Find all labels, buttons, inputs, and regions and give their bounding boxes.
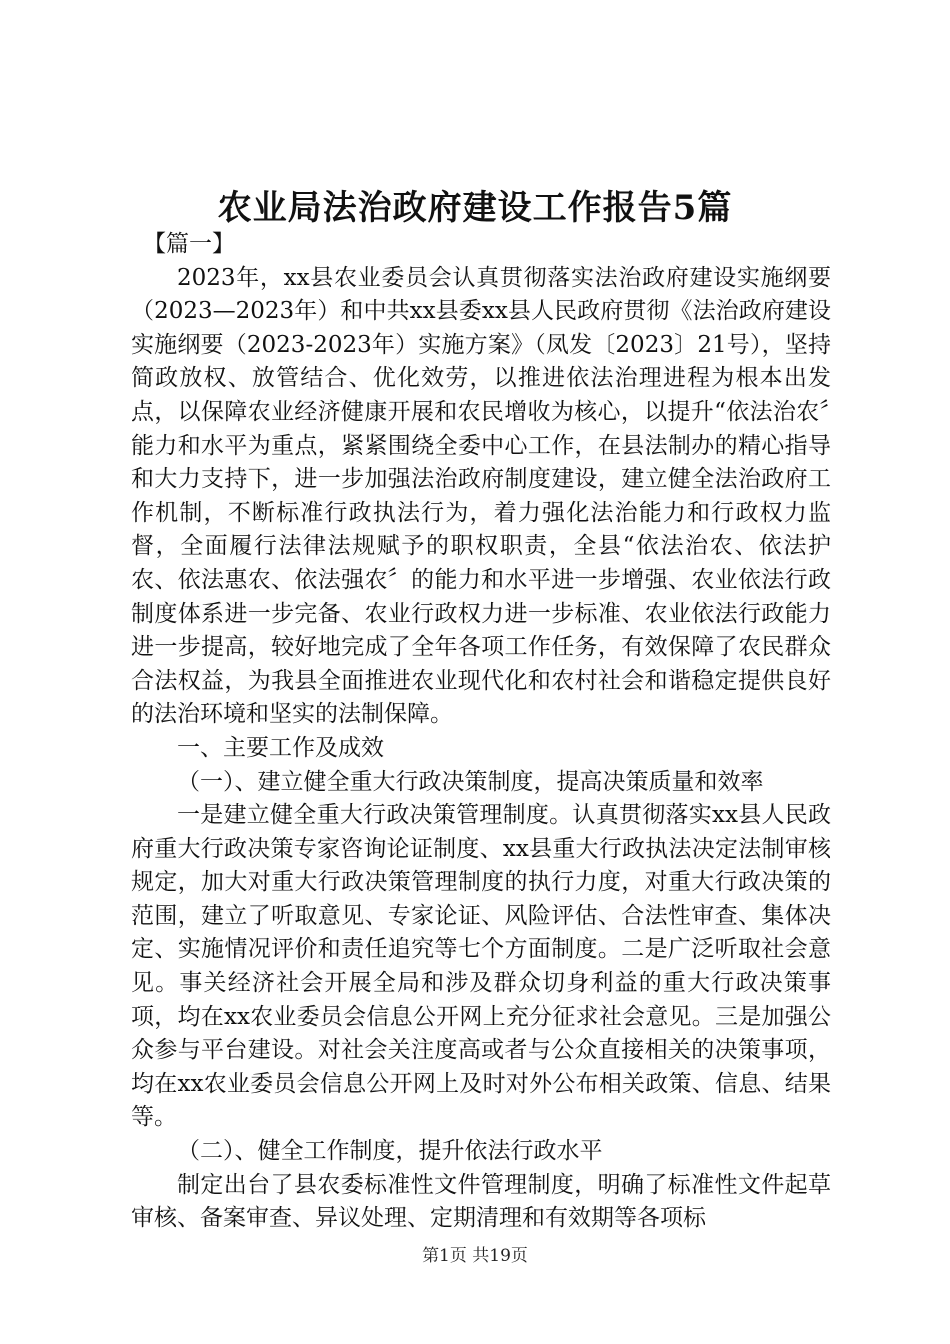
subsection-heading: （二）、健全工作制度，提升依法行政水平 xyxy=(177,1138,603,1165)
page-footer: 第1页 共19页 xyxy=(422,1246,528,1266)
section-label: 【篇一】 xyxy=(143,231,235,257)
body-paragraph: 一是建立健全重大行政决策管理制度。认真贯彻落实xx县人民政府重大行政决策专家咨询论证制度、xx县重大行政执法决定法制审核规定，加大对重大行政决策管理制度的执行力度，对重大行政决策的范围，建立了听取意见、专家论证、风险评估、合法性审查、集体决定、实施情况评价和责任追究等七个方面制度。二是广泛听取社会意见。事关经济社会开展全局和涉及群众切身利益的重大行政决策事项，均在xx农业委员会信息公开网上充分征求社会意见。三是加强公众参与平台建设。对社会关注度高或者与公众直接相关的决策事项，均在xx农业委员会信息公开网上及时对外公布相关政策、信息、结果等。 xyxy=(131,802,831,1131)
document-body xyxy=(131,228,831,1236)
section-heading: 一、主要工作及成效 xyxy=(177,734,384,761)
body-paragraph: 2023年，xx县农业委员会认真贯彻落实法治政府建设实施纲要（2023—2023年）和中共xx县委xx县人民政府贯彻《法治政府建设实施纲要（2023-2023年）实施方案》（凤发〔2023〕21号），坚持简政放权、放管结合、优化效劳，以推进依法治理进程为根本出发点，以保障农业经济健康开展和农民增收为核心，以提升“依法治农〞能力和水平为重点，紧紧围绕全委中心工作，在县法制办的精心指导和大力支持下，进一步加强法治政府制度建设，建立健全法治政府工作机制，不断标准行政执法行为，着力强化法治能力和行政权力监督，全面履行法律法规赋予的职权职责，全县“依法治农、依法护农、依法惠农、依法强农〞的能力和水平进一步增强、农业依法行政制度体系进一步完备、农业行政权力进一步标准、农业依法行政能力进一步提高，较好地完成了全年各项工作任务，有效保障了农民群众合法权益，为我县全面推进农业现代化和农村社会和谐稳定提供良好的法治环境和坚实的法制保障。 xyxy=(131,264,831,728)
body-paragraph: 制定出台了县农委标准性文件管理制度，明确了标准性文件起草审核、备案审查、异议处理、定期清理和有效期等各项标 xyxy=(131,1171,831,1232)
subsection-heading: （一）、建立健全重大行政决策制度，提高决策质量和效率 xyxy=(177,768,764,795)
document-title: 农业局法治政府建设工作报告5篇 xyxy=(217,188,733,228)
